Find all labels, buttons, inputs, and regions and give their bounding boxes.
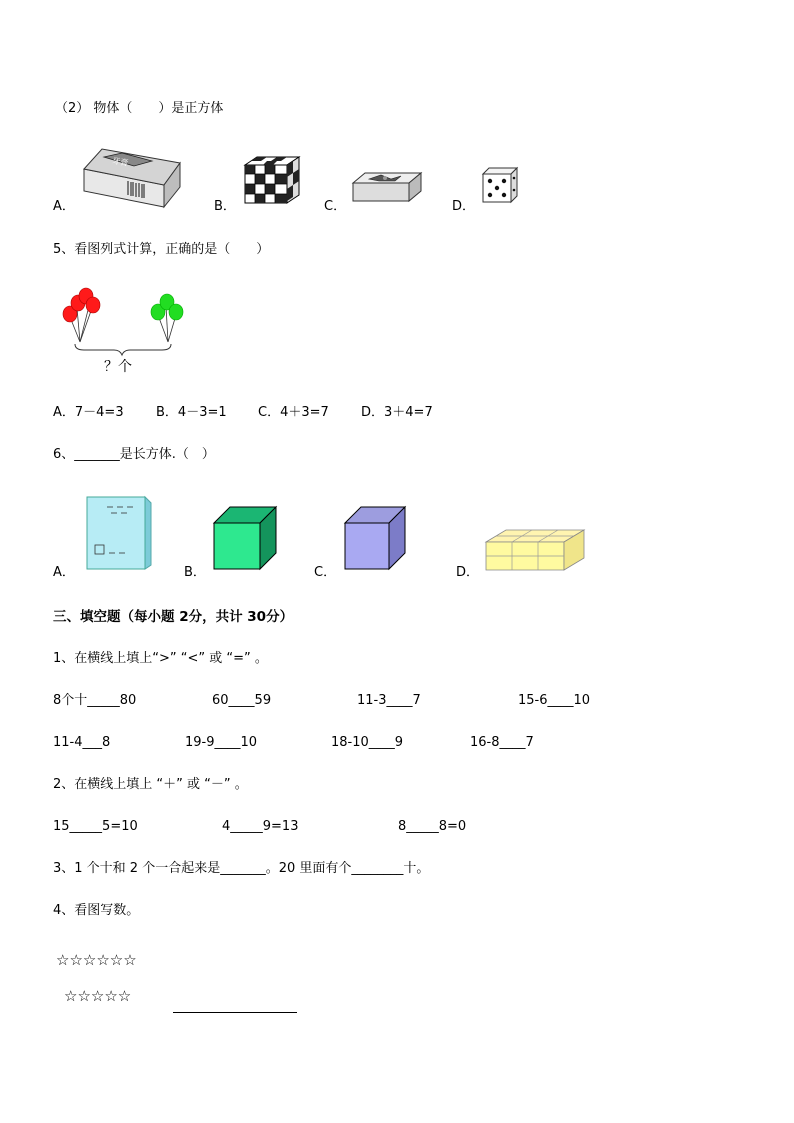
q-cube-option-b-label[interactable]: B． <box>214 199 236 214</box>
book-image <box>85 495 153 571</box>
q5-brace-label: ？个 <box>104 359 132 375</box>
s3-q1-stem: 1、在横线上填上“>” “<” 或 “=” 。 <box>53 651 268 666</box>
yellow-cuboid-image <box>484 528 586 574</box>
purple-cube-image <box>343 505 407 571</box>
q-cube-option-d-label[interactable]: D． <box>452 199 476 214</box>
balloons-image <box>62 284 192 356</box>
q5-stem: 5、看图列式计算，正确的是（ ） <box>53 242 270 257</box>
toothpaste-box-image <box>82 147 182 209</box>
toothpaste-box-label: 牙膏 <box>111 156 129 168</box>
q6-option-b-label[interactable]: B． <box>184 565 206 580</box>
q6-option-c-label[interactable]: C． <box>314 565 337 580</box>
s3-q3-stem[interactable]: 3、1 个十和 2 个一合起来是_______。20 里面有个________十。 <box>53 861 430 876</box>
q6-option-a-label[interactable]: A． <box>53 565 75 580</box>
s3-q1-row2-item[interactable]: 19-9____10 <box>185 735 258 750</box>
green-cube-image <box>212 505 278 571</box>
s3-q1-row1-item[interactable]: 11-3____7 <box>357 693 421 708</box>
s3-q1-row1-item[interactable]: 8个十_____80 <box>53 693 137 708</box>
s3-q1-row2-item[interactable]: 18-10____9 <box>331 735 404 750</box>
rubiks-cube-image <box>243 155 301 205</box>
s3-q1-row1-item[interactable]: 15-6____10 <box>518 693 591 708</box>
stars-row-2: ☆☆☆☆☆ <box>64 987 132 1005</box>
s3-q4-stem: 4、看图写数。 <box>53 903 140 918</box>
stars-row-1: ☆☆☆☆☆☆ <box>56 951 137 969</box>
s3-q2-row-item[interactable]: 8_____8=0 <box>398 819 467 834</box>
q6-stem: 6、_______是长方体.（ ） <box>53 447 215 462</box>
matchbox-image <box>351 167 423 207</box>
q6-option-d-label[interactable]: D． <box>456 565 480 580</box>
s3-q1-row1-item[interactable]: 60____59 <box>212 693 272 708</box>
q5-option-b[interactable]: B．4－3=1 <box>156 405 227 420</box>
answer-line[interactable] <box>173 1012 297 1013</box>
q5-option-c[interactable]: C．4＋3=7 <box>258 405 329 420</box>
s3-q2-row-item[interactable]: 4_____9=13 <box>222 819 299 834</box>
q5-option-a[interactable]: A．7－4=3 <box>53 405 124 420</box>
s3-q1-row2-item[interactable]: 11-4___8 <box>53 735 111 750</box>
q5-option-d[interactable]: D．3＋4=7 <box>361 405 433 420</box>
dice-image <box>481 166 519 204</box>
q-cube-stem: （2） 物体（ ）是正方体 <box>55 101 224 116</box>
s3-q2-row-item[interactable]: 15_____5=10 <box>53 819 138 834</box>
s3-q1-row2-item[interactable]: 16-8____7 <box>470 735 534 750</box>
section3-title: 三、填空题（每小题 2分，共计 30分） <box>53 609 294 625</box>
q-cube-option-c-label[interactable]: C． <box>324 199 347 214</box>
q-cube-option-a-label[interactable]: A． <box>53 199 75 214</box>
s3-q2-stem: 2、在横线上填上 “＋” 或 “－” 。 <box>53 777 248 792</box>
